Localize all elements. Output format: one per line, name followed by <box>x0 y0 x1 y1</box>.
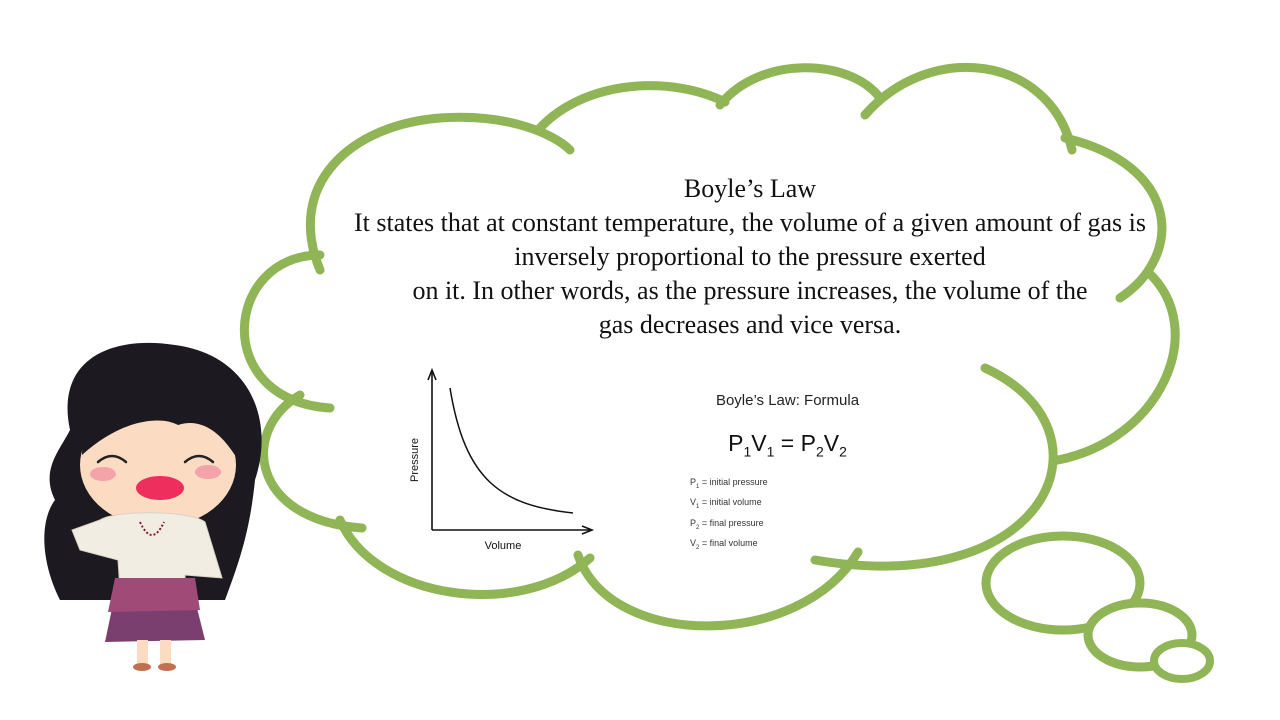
body-line-4: gas decreases and vice versa. <box>598 310 902 339</box>
left-leg <box>137 640 148 665</box>
left-cheek <box>90 467 116 481</box>
body-line-3: on it. In other words, as the pressure increases, the volume of the <box>412 276 1088 305</box>
slide-title: Boyle’s Law <box>683 174 817 203</box>
eq-v1: V <box>751 430 767 456</box>
thought-bubble-small <box>1154 643 1210 679</box>
legend-item: $P_1$ = initial pressure <box>690 477 768 490</box>
legend-item: $V_1$ = initial volume <box>690 497 762 511</box>
left-shoe <box>133 663 151 671</box>
y-axis-label: Pressure <box>409 437 421 483</box>
eq-p1: P <box>728 430 744 456</box>
body-line-1: It states that at constant temperature, the volume of a given amount of gas is <box>353 208 1147 237</box>
right-cheek <box>195 465 221 479</box>
legend-item: $P_2$ = final pressure <box>690 517 764 531</box>
formula-equation <box>700 430 875 460</box>
eq-v2-sub: 2 <box>839 443 847 460</box>
body-line-2: inversely proportional to the pressure exerted <box>514 242 986 271</box>
eq-v1-sub: 1 <box>766 443 775 460</box>
skirt-sash <box>108 578 200 612</box>
eq-p2: P <box>800 430 816 456</box>
x-axis-label: Volume <box>484 540 522 552</box>
mouth <box>136 476 184 500</box>
formula-title: Boyle’s Law: Formula <box>715 392 860 409</box>
right-shoe <box>158 663 176 671</box>
girl-character <box>44 343 261 671</box>
eq-v2: V <box>823 430 840 456</box>
boyles-law-description <box>300 172 1200 342</box>
eq-p1-sub: 1 <box>743 443 752 460</box>
right-leg <box>160 640 171 665</box>
legend-item: $V_2$ = final volume <box>690 537 758 551</box>
thought-bubbles <box>986 536 1210 679</box>
formula-legend <box>690 475 768 556</box>
eq-p2-sub: 2 <box>815 443 824 460</box>
eq-equals: = <box>780 430 795 456</box>
